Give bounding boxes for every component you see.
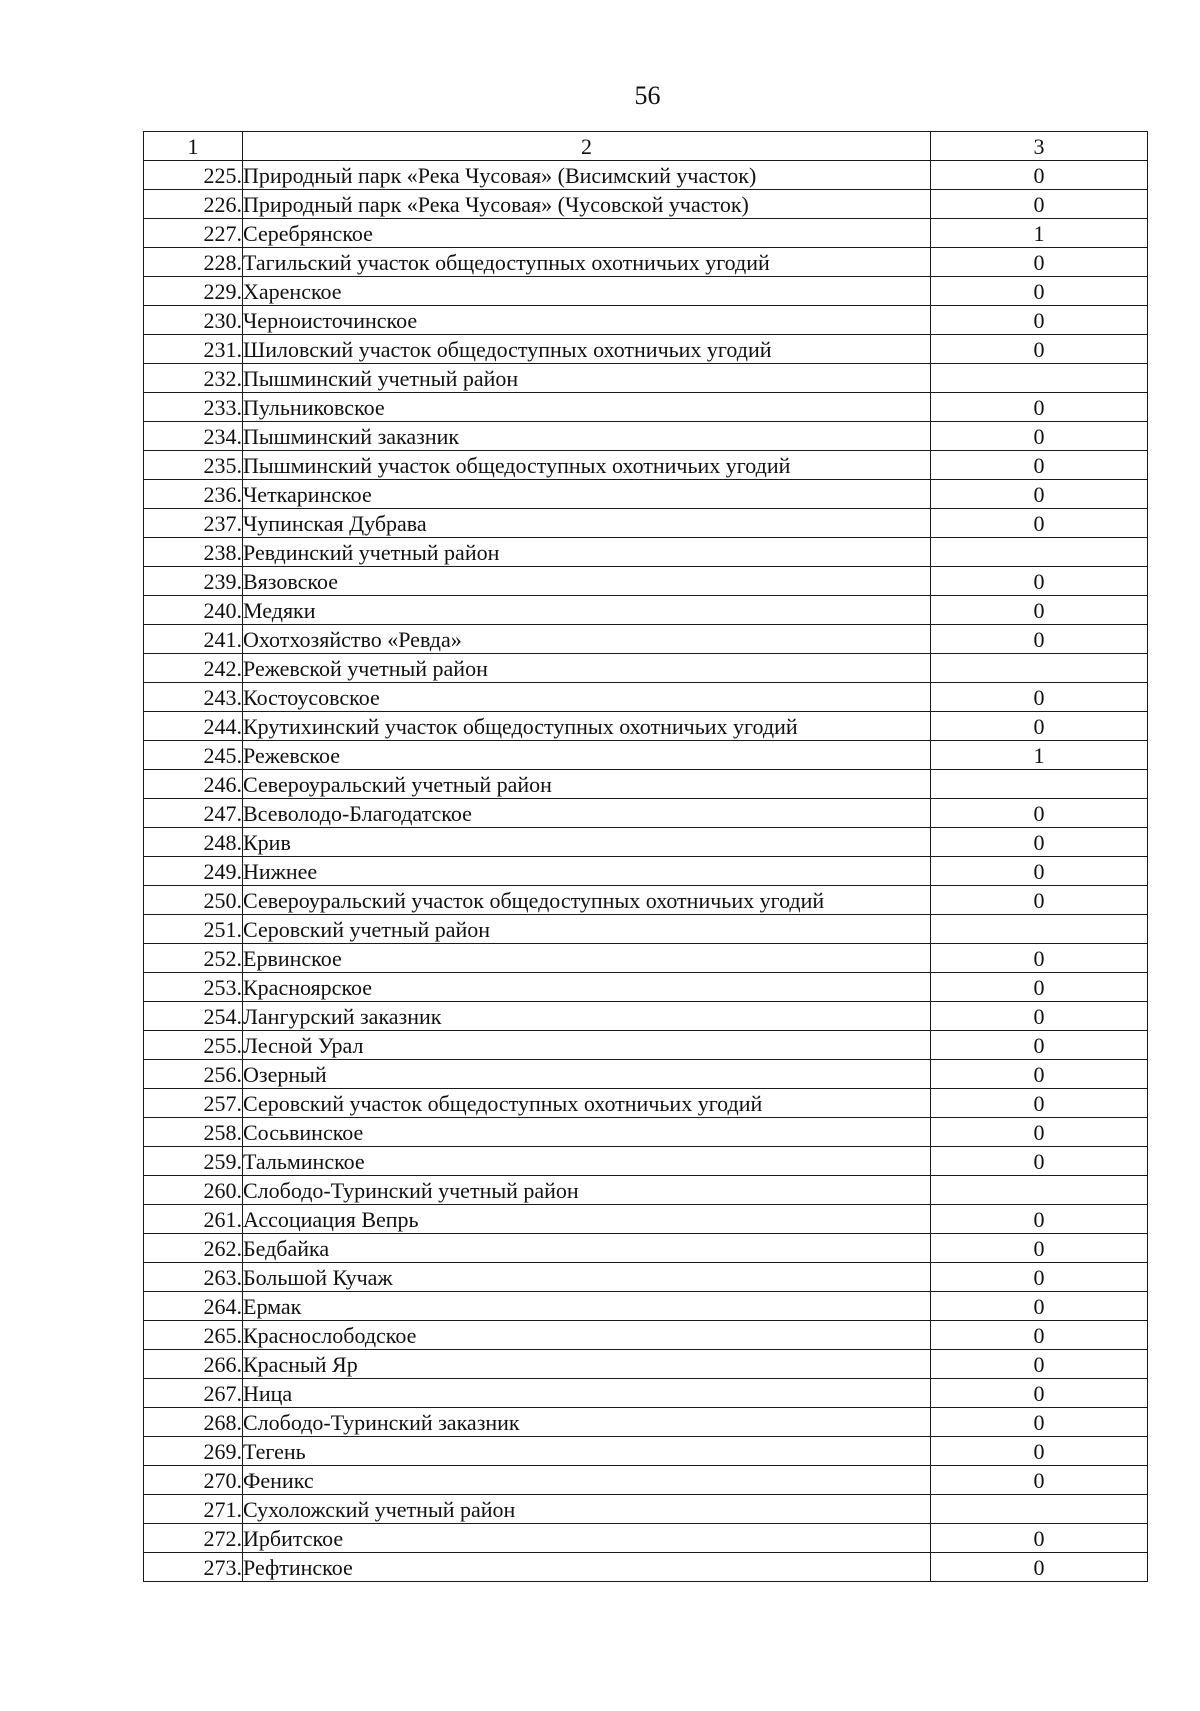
row-name-cell: Чупинская Дубрава — [243, 509, 931, 538]
row-value-cell: 0 — [931, 683, 1148, 712]
row-value-cell: 0 — [931, 1321, 1148, 1350]
table-row — [144, 1205, 1148, 1234]
row-number-cell: 273. — [144, 1553, 243, 1582]
row-number-cell: 248. — [144, 828, 243, 857]
table-row — [144, 509, 1148, 538]
row-number-cell: 227. — [144, 219, 243, 248]
table-row — [144, 973, 1148, 1002]
row-name-cell: Серебрянское — [243, 219, 931, 248]
row-value-cell: 0 — [931, 1553, 1148, 1582]
row-number-cell: 271. — [144, 1495, 243, 1524]
table-body — [144, 132, 1148, 1582]
table-row — [144, 915, 1148, 944]
row-name-cell: Нижнее — [243, 857, 931, 886]
table-row — [144, 219, 1148, 248]
row-value-cell: 0 — [931, 1292, 1148, 1321]
row-value-cell: 0 — [931, 1089, 1148, 1118]
row-number-cell: 238. — [144, 538, 243, 567]
row-value-cell: 0 — [931, 828, 1148, 857]
table-row — [144, 712, 1148, 741]
row-number-cell: 247. — [144, 799, 243, 828]
row-value-cell — [931, 915, 1148, 944]
row-value-cell: 0 — [931, 451, 1148, 480]
row-name-cell: Харенское — [243, 277, 931, 306]
table-row — [144, 1147, 1148, 1176]
row-value-cell: 0 — [931, 161, 1148, 190]
row-value-cell: 0 — [931, 1408, 1148, 1437]
row-number-cell: 232. — [144, 364, 243, 393]
row-name-cell: Сосьвинское — [243, 1118, 931, 1147]
row-name-cell: Ирбитское — [243, 1524, 931, 1553]
table-row — [144, 1234, 1148, 1263]
table-row — [144, 1408, 1148, 1437]
row-name-cell: Режевское — [243, 741, 931, 770]
row-number-cell: 265. — [144, 1321, 243, 1350]
row-name-cell: Ассоциация Вепрь — [243, 1205, 931, 1234]
row-name-cell: Медяки — [243, 596, 931, 625]
row-value-cell: 0 — [931, 567, 1148, 596]
row-number-cell: 231. — [144, 335, 243, 364]
row-name-cell: Слободо-Туринский заказник — [243, 1408, 931, 1437]
row-value-cell: 0 — [931, 1379, 1148, 1408]
row-name-cell: Североуральский участок общедоступных охотничьих угодий — [243, 886, 931, 915]
row-name-cell: Режевской учетный район — [243, 654, 931, 683]
row-value-cell: 0 — [931, 1118, 1148, 1147]
table-row — [144, 451, 1148, 480]
table-row — [144, 828, 1148, 857]
row-number-cell: 266. — [144, 1350, 243, 1379]
row-number-cell: 261. — [144, 1205, 243, 1234]
table-row — [144, 277, 1148, 306]
row-name-cell: Тагильский участок общедоступных охотничьих угодий — [243, 248, 931, 277]
table-row — [144, 161, 1148, 190]
row-value-cell: 0 — [931, 1205, 1148, 1234]
row-value-cell — [931, 770, 1148, 799]
row-value-cell: 0 — [931, 1234, 1148, 1263]
row-value-cell: 0 — [931, 393, 1148, 422]
row-name-cell: Тегень — [243, 1437, 931, 1466]
table-row — [144, 625, 1148, 654]
row-name-cell: Природный парк «Река Чусовая» (Висимский участок) — [243, 161, 931, 190]
row-number-cell: 255. — [144, 1031, 243, 1060]
row-number-cell: 259. — [144, 1147, 243, 1176]
data-table — [143, 131, 1148, 1582]
row-name-cell: Пульниковское — [243, 393, 931, 422]
row-value-cell: 0 — [931, 596, 1148, 625]
row-number-cell: 226. — [144, 190, 243, 219]
table-row — [144, 567, 1148, 596]
table-row — [144, 364, 1148, 393]
row-name-cell: Пышминский участок общедоступных охотничьих угодий — [243, 451, 931, 480]
table-row — [144, 1495, 1148, 1524]
row-name-cell: Рефтинское — [243, 1553, 931, 1582]
table-row — [144, 886, 1148, 915]
row-name-cell: Ница — [243, 1379, 931, 1408]
table-row — [144, 248, 1148, 277]
row-value-cell: 0 — [931, 1031, 1148, 1060]
row-value-cell: 0 — [931, 422, 1148, 451]
row-value-cell: 0 — [931, 944, 1148, 973]
table-row — [144, 1002, 1148, 1031]
row-name-cell: Крутихинский участок общедоступных охотничьих угодий — [243, 712, 931, 741]
row-number-cell: 243. — [144, 683, 243, 712]
row-name-cell: Природный парк «Река Чусовая» (Чусовской участок) — [243, 190, 931, 219]
row-number-cell: 257. — [144, 1089, 243, 1118]
table-header-row — [144, 132, 1148, 161]
row-name-cell: Озерный — [243, 1060, 931, 1089]
row-value-cell: 0 — [931, 1147, 1148, 1176]
row-value-cell: 0 — [931, 306, 1148, 335]
row-name-cell: Североуральский учетный район — [243, 770, 931, 799]
row-number-cell: 262. — [144, 1234, 243, 1263]
row-number-cell: 251. — [144, 915, 243, 944]
row-number-cell: 225. — [144, 161, 243, 190]
row-number-cell: 236. — [144, 480, 243, 509]
table-row — [144, 770, 1148, 799]
row-name-cell: Черноисточинское — [243, 306, 931, 335]
row-value-cell: 1 — [931, 741, 1148, 770]
row-value-cell: 0 — [931, 712, 1148, 741]
row-value-cell: 0 — [931, 799, 1148, 828]
row-name-cell: Тальминское — [243, 1147, 931, 1176]
row-name-cell: Слободо-Туринский учетный район — [243, 1176, 931, 1205]
row-value-cell: 0 — [931, 1466, 1148, 1495]
row-number-cell: 267. — [144, 1379, 243, 1408]
header-cell-number: 1 — [144, 132, 243, 161]
row-name-cell: Ермак — [243, 1292, 931, 1321]
row-number-cell: 258. — [144, 1118, 243, 1147]
page-number: 56 — [634, 81, 661, 110]
row-name-cell: Костоусовское — [243, 683, 931, 712]
row-value-cell: 0 — [931, 1350, 1148, 1379]
row-value-cell: 0 — [931, 1263, 1148, 1292]
row-name-cell: Ервинское — [243, 944, 931, 973]
row-value-cell: 0 — [931, 1524, 1148, 1553]
table-row — [144, 857, 1148, 886]
table-row — [144, 1350, 1148, 1379]
row-name-cell: Сухоложский учетный район — [243, 1495, 931, 1524]
row-number-cell: 234. — [144, 422, 243, 451]
table-row — [144, 683, 1148, 712]
table-row — [144, 944, 1148, 973]
row-value-cell — [931, 538, 1148, 567]
row-name-cell: Крив — [243, 828, 931, 857]
row-value-cell — [931, 1176, 1148, 1205]
table-row — [144, 799, 1148, 828]
row-name-cell: Красный Яр — [243, 1350, 931, 1379]
row-number-cell: 272. — [144, 1524, 243, 1553]
row-number-cell: 268. — [144, 1408, 243, 1437]
row-name-cell: Лангурский заказник — [243, 1002, 931, 1031]
row-number-cell: 260. — [144, 1176, 243, 1205]
row-number-cell: 237. — [144, 509, 243, 538]
row-value-cell: 0 — [931, 277, 1148, 306]
table-row — [144, 480, 1148, 509]
row-value-cell: 0 — [931, 248, 1148, 277]
row-number-cell: 235. — [144, 451, 243, 480]
row-name-cell: Краснослободское — [243, 1321, 931, 1350]
row-number-cell: 256. — [144, 1060, 243, 1089]
row-number-cell: 245. — [144, 741, 243, 770]
row-name-cell: Пышминский заказник — [243, 422, 931, 451]
row-number-cell: 250. — [144, 886, 243, 915]
table-row — [144, 1321, 1148, 1350]
row-name-cell: Серовский участок общедоступных охотничьих угодий — [243, 1089, 931, 1118]
row-number-cell: 264. — [144, 1292, 243, 1321]
table-row — [144, 306, 1148, 335]
row-value-cell: 0 — [931, 1060, 1148, 1089]
header-cell-value: 3 — [931, 132, 1148, 161]
table-row — [144, 1118, 1148, 1147]
row-value-cell: 0 — [931, 1002, 1148, 1031]
table-row — [144, 1466, 1148, 1495]
table-row — [144, 422, 1148, 451]
row-name-cell: Шиловский участок общедоступных охотничьих угодий — [243, 335, 931, 364]
row-number-cell: 241. — [144, 625, 243, 654]
table-row — [144, 1060, 1148, 1089]
table-row — [144, 393, 1148, 422]
row-value-cell: 1 — [931, 219, 1148, 248]
table-row — [144, 1176, 1148, 1205]
row-value-cell: 0 — [931, 886, 1148, 915]
table-row — [144, 1089, 1148, 1118]
row-value-cell: 0 — [931, 509, 1148, 538]
row-number-cell: 263. — [144, 1263, 243, 1292]
row-name-cell: Серовский учетный район — [243, 915, 931, 944]
row-number-cell: 233. — [144, 393, 243, 422]
table-row — [144, 1031, 1148, 1060]
row-value-cell — [931, 1495, 1148, 1524]
table-row — [144, 1553, 1148, 1582]
row-number-cell: 246. — [144, 770, 243, 799]
table-row — [144, 335, 1148, 364]
table-row — [144, 596, 1148, 625]
row-number-cell: 269. — [144, 1437, 243, 1466]
table-row — [144, 190, 1148, 219]
table-row — [144, 1263, 1148, 1292]
row-name-cell: Бедбайка — [243, 1234, 931, 1263]
table-row — [144, 1437, 1148, 1466]
row-number-cell: 242. — [144, 654, 243, 683]
table-row — [144, 1379, 1148, 1408]
row-name-cell: Красноярское — [243, 973, 931, 1002]
row-name-cell: Ревдинский учетный район — [243, 538, 931, 567]
row-number-cell: 249. — [144, 857, 243, 886]
row-number-cell: 244. — [144, 712, 243, 741]
row-number-cell: 228. — [144, 248, 243, 277]
row-name-cell: Лесной Урал — [243, 1031, 931, 1060]
row-number-cell: 254. — [144, 1002, 243, 1031]
row-value-cell — [931, 364, 1148, 393]
row-number-cell: 239. — [144, 567, 243, 596]
table-row — [144, 654, 1148, 683]
row-value-cell: 0 — [931, 480, 1148, 509]
row-value-cell: 0 — [931, 857, 1148, 886]
row-number-cell: 253. — [144, 973, 243, 1002]
row-name-cell: Феникс — [243, 1466, 931, 1495]
row-value-cell: 0 — [931, 335, 1148, 364]
row-name-cell: Большой Кучаж — [243, 1263, 931, 1292]
row-value-cell: 0 — [931, 973, 1148, 1002]
row-value-cell: 0 — [931, 190, 1148, 219]
row-value-cell: 0 — [931, 625, 1148, 654]
row-value-cell: 0 — [931, 1437, 1148, 1466]
table-row — [144, 1524, 1148, 1553]
row-number-cell: 229. — [144, 277, 243, 306]
table-row — [144, 538, 1148, 567]
row-number-cell: 270. — [144, 1466, 243, 1495]
table-row — [144, 741, 1148, 770]
row-name-cell: Четкаринское — [243, 480, 931, 509]
row-name-cell: Охотхозяйство «Ревда» — [243, 625, 931, 654]
row-number-cell: 252. — [144, 944, 243, 973]
row-number-cell: 230. — [144, 306, 243, 335]
row-name-cell: Вязовское — [243, 567, 931, 596]
row-number-cell: 240. — [144, 596, 243, 625]
table-row — [144, 1292, 1148, 1321]
row-name-cell: Всеволодо-Благодатское — [243, 799, 931, 828]
header-cell-name: 2 — [243, 132, 931, 161]
row-name-cell: Пышминский учетный район — [243, 364, 931, 393]
row-value-cell — [931, 654, 1148, 683]
